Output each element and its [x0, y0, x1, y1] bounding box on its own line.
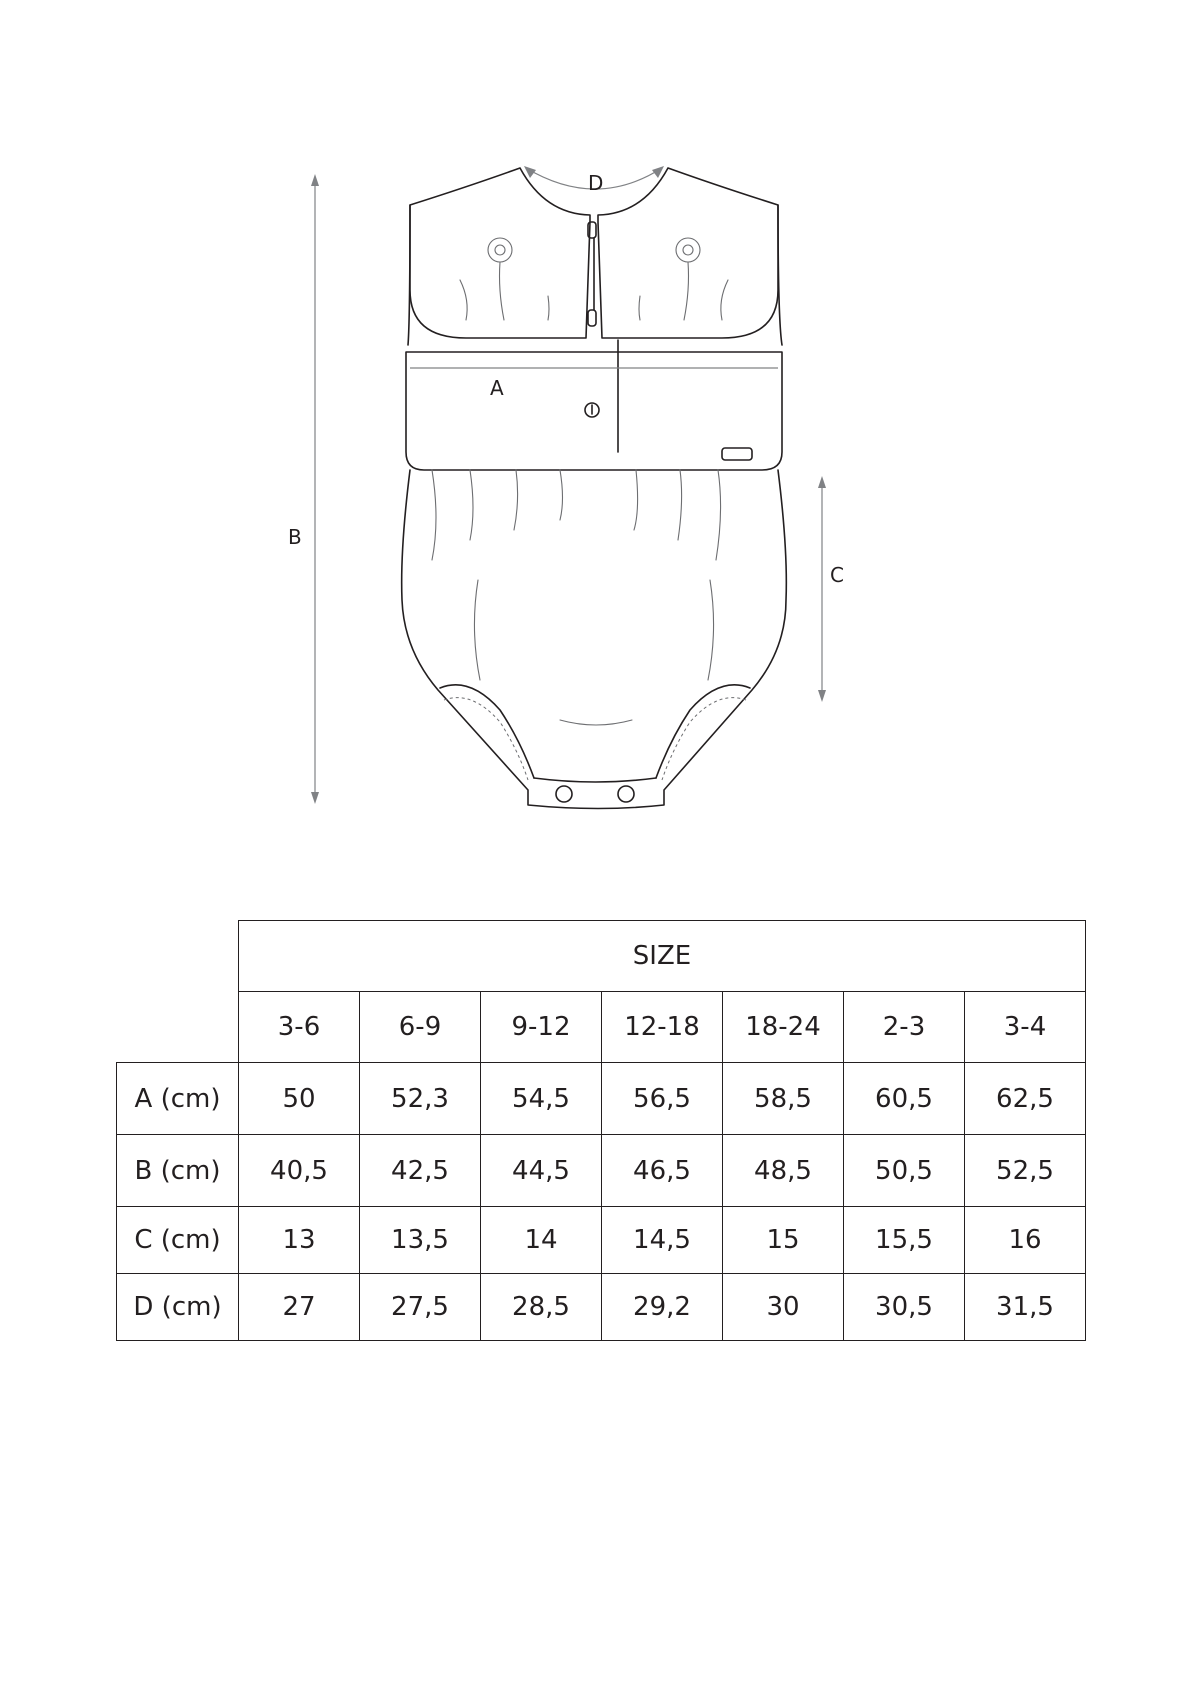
size-header: 6-9 — [360, 992, 481, 1063]
row-label: A (cm) — [117, 1063, 239, 1135]
table-cell: 52,5 — [965, 1135, 1086, 1207]
table-row — [117, 1207, 1086, 1274]
blank-corner — [117, 992, 239, 1063]
table-cell: 56,5 — [602, 1063, 723, 1135]
romper-drawing — [402, 168, 787, 809]
table-cell: 30 — [723, 1274, 844, 1341]
measure-c — [818, 476, 844, 702]
table-cell: 46,5 — [602, 1135, 723, 1207]
size-header: 12-18 — [602, 992, 723, 1063]
blank-corner — [117, 921, 239, 992]
label-b: B — [288, 525, 302, 549]
table-cell: 13 — [239, 1207, 360, 1274]
table-cell: 58,5 — [723, 1063, 844, 1135]
table-row — [117, 1274, 1086, 1341]
table-cell: 13,5 — [360, 1207, 481, 1274]
table-cell: 15,5 — [844, 1207, 965, 1274]
table-cell: 28,5 — [481, 1274, 602, 1341]
table-cell: 30,5 — [844, 1274, 965, 1341]
table-cell: 60,5 — [844, 1063, 965, 1135]
table-cell: 14,5 — [602, 1207, 723, 1274]
table-row — [117, 1135, 1086, 1207]
row-label: B (cm) — [117, 1135, 239, 1207]
label-a: A — [490, 376, 504, 400]
measure-b — [288, 174, 319, 804]
table-cell: 27 — [239, 1274, 360, 1341]
table-cell: 27,5 — [360, 1274, 481, 1341]
row-label: D (cm) — [117, 1274, 239, 1341]
measure-d — [524, 166, 664, 195]
label-d: D — [588, 171, 604, 195]
table-cell: 62,5 — [965, 1063, 1086, 1135]
table-cell: 44,5 — [481, 1135, 602, 1207]
size-header: 18-24 — [723, 992, 844, 1063]
table-cell: 14 — [481, 1207, 602, 1274]
size-title: SIZE — [239, 921, 1086, 992]
label-c: C — [830, 563, 844, 587]
table-cell: 31,5 — [965, 1274, 1086, 1341]
size-chart — [116, 920, 1086, 1341]
table-cell: 48,5 — [723, 1135, 844, 1207]
table-cell: 50,5 — [844, 1135, 965, 1207]
row-label: C (cm) — [117, 1207, 239, 1274]
table-cell: 42,5 — [360, 1135, 481, 1207]
size-header: 9-12 — [481, 992, 602, 1063]
table-cell: 54,5 — [481, 1063, 602, 1135]
table-cell: 15 — [723, 1207, 844, 1274]
table-row — [117, 1063, 1086, 1135]
table-cell: 52,3 — [360, 1063, 481, 1135]
size-header: 3-6 — [239, 992, 360, 1063]
table-cell: 29,2 — [602, 1274, 723, 1341]
table-cell: 40,5 — [239, 1135, 360, 1207]
size-header: 2-3 — [844, 992, 965, 1063]
table-cell: 50 — [239, 1063, 360, 1135]
size-header: 3-4 — [965, 992, 1086, 1063]
table-cell: 16 — [965, 1207, 1086, 1274]
